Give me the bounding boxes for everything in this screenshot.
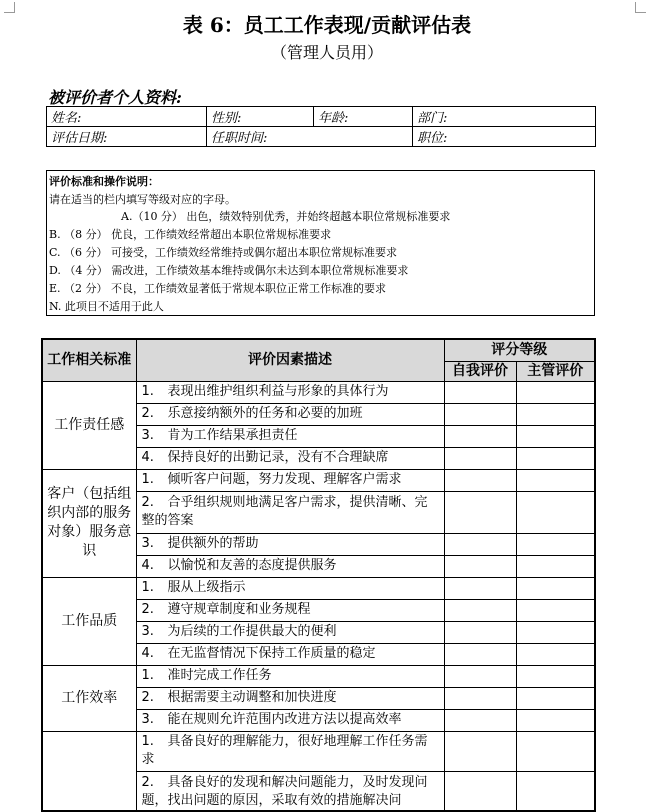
self-score-cell[interactable] (444, 709, 516, 731)
personal-info-row-1 (47, 107, 596, 127)
table-row (42, 469, 595, 491)
factor-item: 3. 肯为工作结果承担责任 (136, 425, 444, 447)
manager-score-cell[interactable] (516, 599, 595, 621)
self-score-cell[interactable] (444, 599, 516, 621)
self-score-cell[interactable] (444, 491, 516, 533)
factor-item: 2. 具备良好的发现和解决问题能力，及时发现问题，找出问题的原因，采取有效的措施解决问 (136, 771, 444, 811)
name-field[interactable]: 姓名: (47, 107, 207, 127)
self-score-cell[interactable] (444, 771, 516, 811)
standard-unlabeled (42, 731, 136, 811)
manager-score-cell[interactable] (516, 709, 595, 731)
criteria-level-a: A.（10 分） 出色，绩效特别优秀，并始终超越本职位常规标准要求 (121, 210, 451, 223)
criteria-level-d: D. （4 分） 需改进，工作绩效基本维持或偶尔未达到本职位常规标准要求 (49, 264, 409, 277)
self-score-cell[interactable] (444, 555, 516, 577)
position-field[interactable]: 职位: (413, 127, 596, 147)
factor-item: 1. 倾听客户问题，努力发现、理解客户需求 (136, 469, 444, 491)
factor-item: 2. 根据需要主动调整和加快进度 (136, 687, 444, 709)
gender-field[interactable]: 性别: (207, 107, 314, 127)
factor-item: 4. 保持良好的出勤记录，没有不合理缺席 (136, 447, 444, 469)
table-row (42, 381, 595, 403)
factor-item: 4. 以愉悦和友善的态度提供服务 (136, 555, 444, 577)
criteria-level-e: E. （2 分） 不良，工作绩效显著低于常规本职位正常工作标准的要求 (49, 282, 387, 295)
factor-item: 1. 具备良好的理解能力，很好地理解工作任务需求 (136, 731, 444, 771)
table-row (42, 577, 595, 599)
manager-score-cell[interactable] (516, 403, 595, 425)
header-row-1 (42, 339, 595, 361)
age-field[interactable]: 年龄: (314, 107, 413, 127)
criteria-level-b: B. （8 分） 优良，工作绩效经常超出本职位常规标准要求 (49, 228, 332, 241)
evaluation-table (41, 338, 596, 812)
table-row (42, 731, 595, 771)
header-standard: 工作相关标准 (42, 339, 136, 381)
manager-score-cell[interactable] (516, 665, 595, 687)
manager-score-cell[interactable] (516, 469, 595, 491)
manager-score-cell[interactable] (516, 425, 595, 447)
manager-score-cell[interactable] (516, 381, 595, 403)
document-title: 表 6：员工工作表现/贡献评估表 (182, 13, 472, 37)
manager-score-cell[interactable] (516, 731, 595, 771)
factor-item: 4. 在无监督情况下保持工作质量的稳定 (136, 643, 444, 665)
criteria-level-n: N. 此项目不适用于此人 (49, 300, 164, 313)
self-score-cell[interactable] (444, 533, 516, 555)
table-row (42, 665, 595, 687)
self-score-cell[interactable] (444, 469, 516, 491)
standard-responsibility: 工作责任感 (42, 381, 136, 469)
factor-item: 1. 服从上级指示 (136, 577, 444, 599)
criteria-intro: 请在适当的栏内填写等级对应的字母。 (49, 193, 236, 206)
document-subtitle: （管理人员用） (270, 43, 383, 62)
self-score-cell[interactable] (444, 577, 516, 599)
manager-score-cell[interactable] (516, 533, 595, 555)
personal-info-table (46, 106, 596, 147)
tenure-field[interactable]: 任职时间: (207, 127, 413, 147)
manager-score-cell[interactable] (516, 491, 595, 533)
header-self-evaluation: 自我评价 (444, 361, 516, 381)
criteria-title: 评价标准和操作说明： (49, 175, 159, 188)
personal-info-row-2 (47, 127, 596, 147)
header-description: 评价因素描述 (136, 339, 444, 381)
header-manager-evaluation: 主管评价 (516, 361, 595, 381)
self-score-cell[interactable] (444, 381, 516, 403)
self-score-cell[interactable] (444, 665, 516, 687)
factor-item: 2. 合乎组织规则地满足客户需求，提供清晰、完整的答案 (136, 491, 444, 533)
self-score-cell[interactable] (444, 643, 516, 665)
self-score-cell[interactable] (444, 731, 516, 771)
factor-item: 1. 准时完成工作任务 (136, 665, 444, 687)
evaluation-date-field[interactable]: 评估日期: (47, 127, 207, 147)
manager-score-cell[interactable] (516, 771, 595, 811)
factor-item: 2. 乐意接纳额外的任务和必要的加班 (136, 403, 444, 425)
factor-item: 3. 能在规则允许范围内改进方法以提高效率 (136, 709, 444, 731)
standard-customer-service: 客户（包括组织内部的服务对象）服务意识 (42, 469, 136, 577)
manager-score-cell[interactable] (516, 447, 595, 469)
self-score-cell[interactable] (444, 621, 516, 643)
self-score-cell[interactable] (444, 447, 516, 469)
standard-work-efficiency: 工作效率 (42, 665, 136, 731)
self-score-cell[interactable] (444, 687, 516, 709)
self-score-cell[interactable] (444, 403, 516, 425)
criteria-box (46, 170, 595, 316)
self-score-cell[interactable] (444, 425, 516, 447)
factor-item: 3. 为后续的工作提供最大的便利 (136, 621, 444, 643)
criteria-level-c: C. （6 分） 可接受，工作绩效经常维持或偶尔超出本职位常规标准要求 (49, 246, 398, 259)
department-field[interactable]: 部门: (413, 107, 596, 127)
manager-score-cell[interactable] (516, 555, 595, 577)
factor-item: 2. 遵守规章制度和业务规程 (136, 599, 444, 621)
manager-score-cell[interactable] (516, 621, 595, 643)
manager-score-cell[interactable] (516, 687, 595, 709)
standard-work-quality: 工作品质 (42, 577, 136, 665)
manager-score-cell[interactable] (516, 643, 595, 665)
personal-info-heading: 被评价者个人资料: (48, 88, 182, 107)
header-rating: 评分等级 (444, 339, 595, 361)
factor-item: 1. 表现出维护组织利益与形象的具体行为 (136, 381, 444, 403)
manager-score-cell[interactable] (516, 577, 595, 599)
factor-item: 3. 提供额外的帮助 (136, 533, 444, 555)
